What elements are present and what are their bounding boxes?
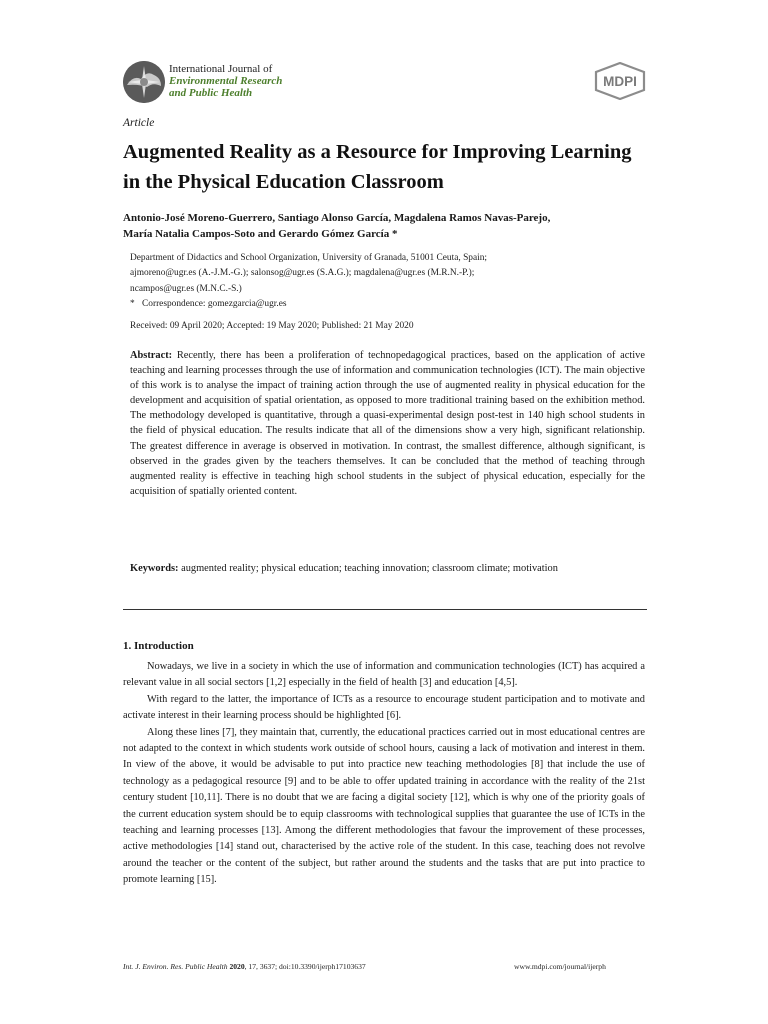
article-type-label: Article: [123, 117, 155, 129]
affiliation-block: [130, 251, 650, 313]
keywords-text: augmented reality; physical education; teaching innovation; classroom climate; motivation: [181, 563, 558, 574]
abstract-text: Recently, there has been a proliferation of technopedagogical practices, based on the application of active teaching and learning processes through the use of information and communication technologies (ICT). The main objective of this work is to analyse the impact of training action through the use of augmented reality in physical education for the development and acquisition of spatial orientation, as opposed to more traditional training based on the exhibition method. The methodology developed is quantitative, through a quasi-experimental design post-test in 140 high school students in the field of physical education. The results indicate that all of the dimensions show a very high, significant relationship. The greatest difference in average is observed in motivation. In contrast, the smallest difference, although significant, is observed in the grades given by the teachers themselves. It can be concluded that the method of teaching through augmented reality is effective in teaching high school students in the subject of physical education, especially for the acquisition of spatially oriented content.: [130, 350, 645, 497]
journal-name-line1: International Journal of: [169, 63, 273, 75]
body-paragraph-1: Nowadays, we live in a society in which the use of information and communication technologies (ICT) has acquired a relevant value in all social sectors [1,2] especially in the field of health [3] and education [4,5].: [123, 661, 645, 689]
affiliation-line-2: ajmoreno@ugr.es (A.-J.M.-G.); salonsog@ugr.es (S.A.G.); magdalena@ugr.es (M.R.N.-P.);: [130, 268, 475, 279]
footer-journal-url[interactable]: www.mdpi.com/journal/ijerph: [514, 962, 606, 971]
abstract-label: Abstract:: [130, 350, 173, 361]
author-list: [123, 210, 643, 242]
affiliation-line-1: Department of Didactics and School Organization, University of Granada, 51001 Ceuta, Spain;: [130, 253, 488, 263]
footer-citation: [123, 962, 366, 971]
footer-year: 2020: [229, 962, 245, 971]
journal-logo-icon: [123, 61, 165, 103]
section-heading-introduction: 1. Introduction: [123, 640, 194, 652]
footer-journal-abbrev: Int. J. Environ. Res. Public Health: [123, 962, 228, 971]
introduction-body: [123, 659, 645, 889]
author-line-2: María Natalia Campos-Soto and Gerardo Gómez García *: [123, 228, 398, 240]
publication-dates: Received: 09 April 2020; Accepted: 19 May 2020; Published: 21 May 2020: [130, 321, 414, 331]
journal-name: [169, 63, 282, 99]
correspondence-line: [130, 297, 650, 312]
body-paragraph-2: With regard to the latter, the importance of ICTs as a resource to encourage student participation and to motivate and activate interest in their learning process should be highlighted [6].: [123, 693, 645, 722]
keywords: [130, 561, 645, 576]
abstract: [130, 348, 645, 499]
affiliation-line-3: ncampos@ugr.es (M.N.C.-S.): [130, 283, 242, 294]
keywords-label: Keywords:: [130, 563, 179, 574]
author-line-1: Antonio-José Moreno-Guerrero, Santiago Alonso García, Magdalena Ramos Navas-Parejo,: [123, 212, 551, 224]
article-title: Augmented Reality as a Resource for Improving Learning in the Physical Education Classroom: [123, 141, 632, 193]
correspondence-email: Correspondence: gomezgarcia@ugr.es: [142, 299, 287, 310]
journal-name-line3: and Public Health: [169, 87, 253, 99]
correspondence-mark: *: [130, 299, 135, 310]
journal-name-line2: Environmental Research: [169, 75, 283, 87]
mdpi-logo: [594, 62, 646, 100]
section-divider: [123, 609, 647, 610]
mdpi-logo-text: MDPI: [603, 74, 637, 89]
footer-citation-details: , 17, 3637; doi:10.3390/ijerph17103637: [244, 962, 366, 971]
body-paragraph-3: Along these lines [7], they maintain that, currently, the educational practices carried out in most educational centres are not adapted to the context in which students work outside of school hours, causing a lack of motivation and interest in them. In view of the above, it would be advisable to put into practice new teaching methodologies [8] that include the use of technology as a pedagogical resource [9] and to be able to offer updated training in accordance with the reality of the 21st century student [10,11]. There is no doubt that we are facing a digital society [12], which is why one of the priority goals of the current education system should be to equip classrooms with technological supplies that guarantee the use of ICTs in the teaching and learning processes [13]. Among the different methodologies that favour the improvement of these processes, active methodologies [14] stand out, characterised by the active role of the student. In this case, teaching does not revolve around the teacher or the content of the subject, but rather around the students and the tasks that are put into practice to promote learning [15].: [123, 726, 645, 886]
